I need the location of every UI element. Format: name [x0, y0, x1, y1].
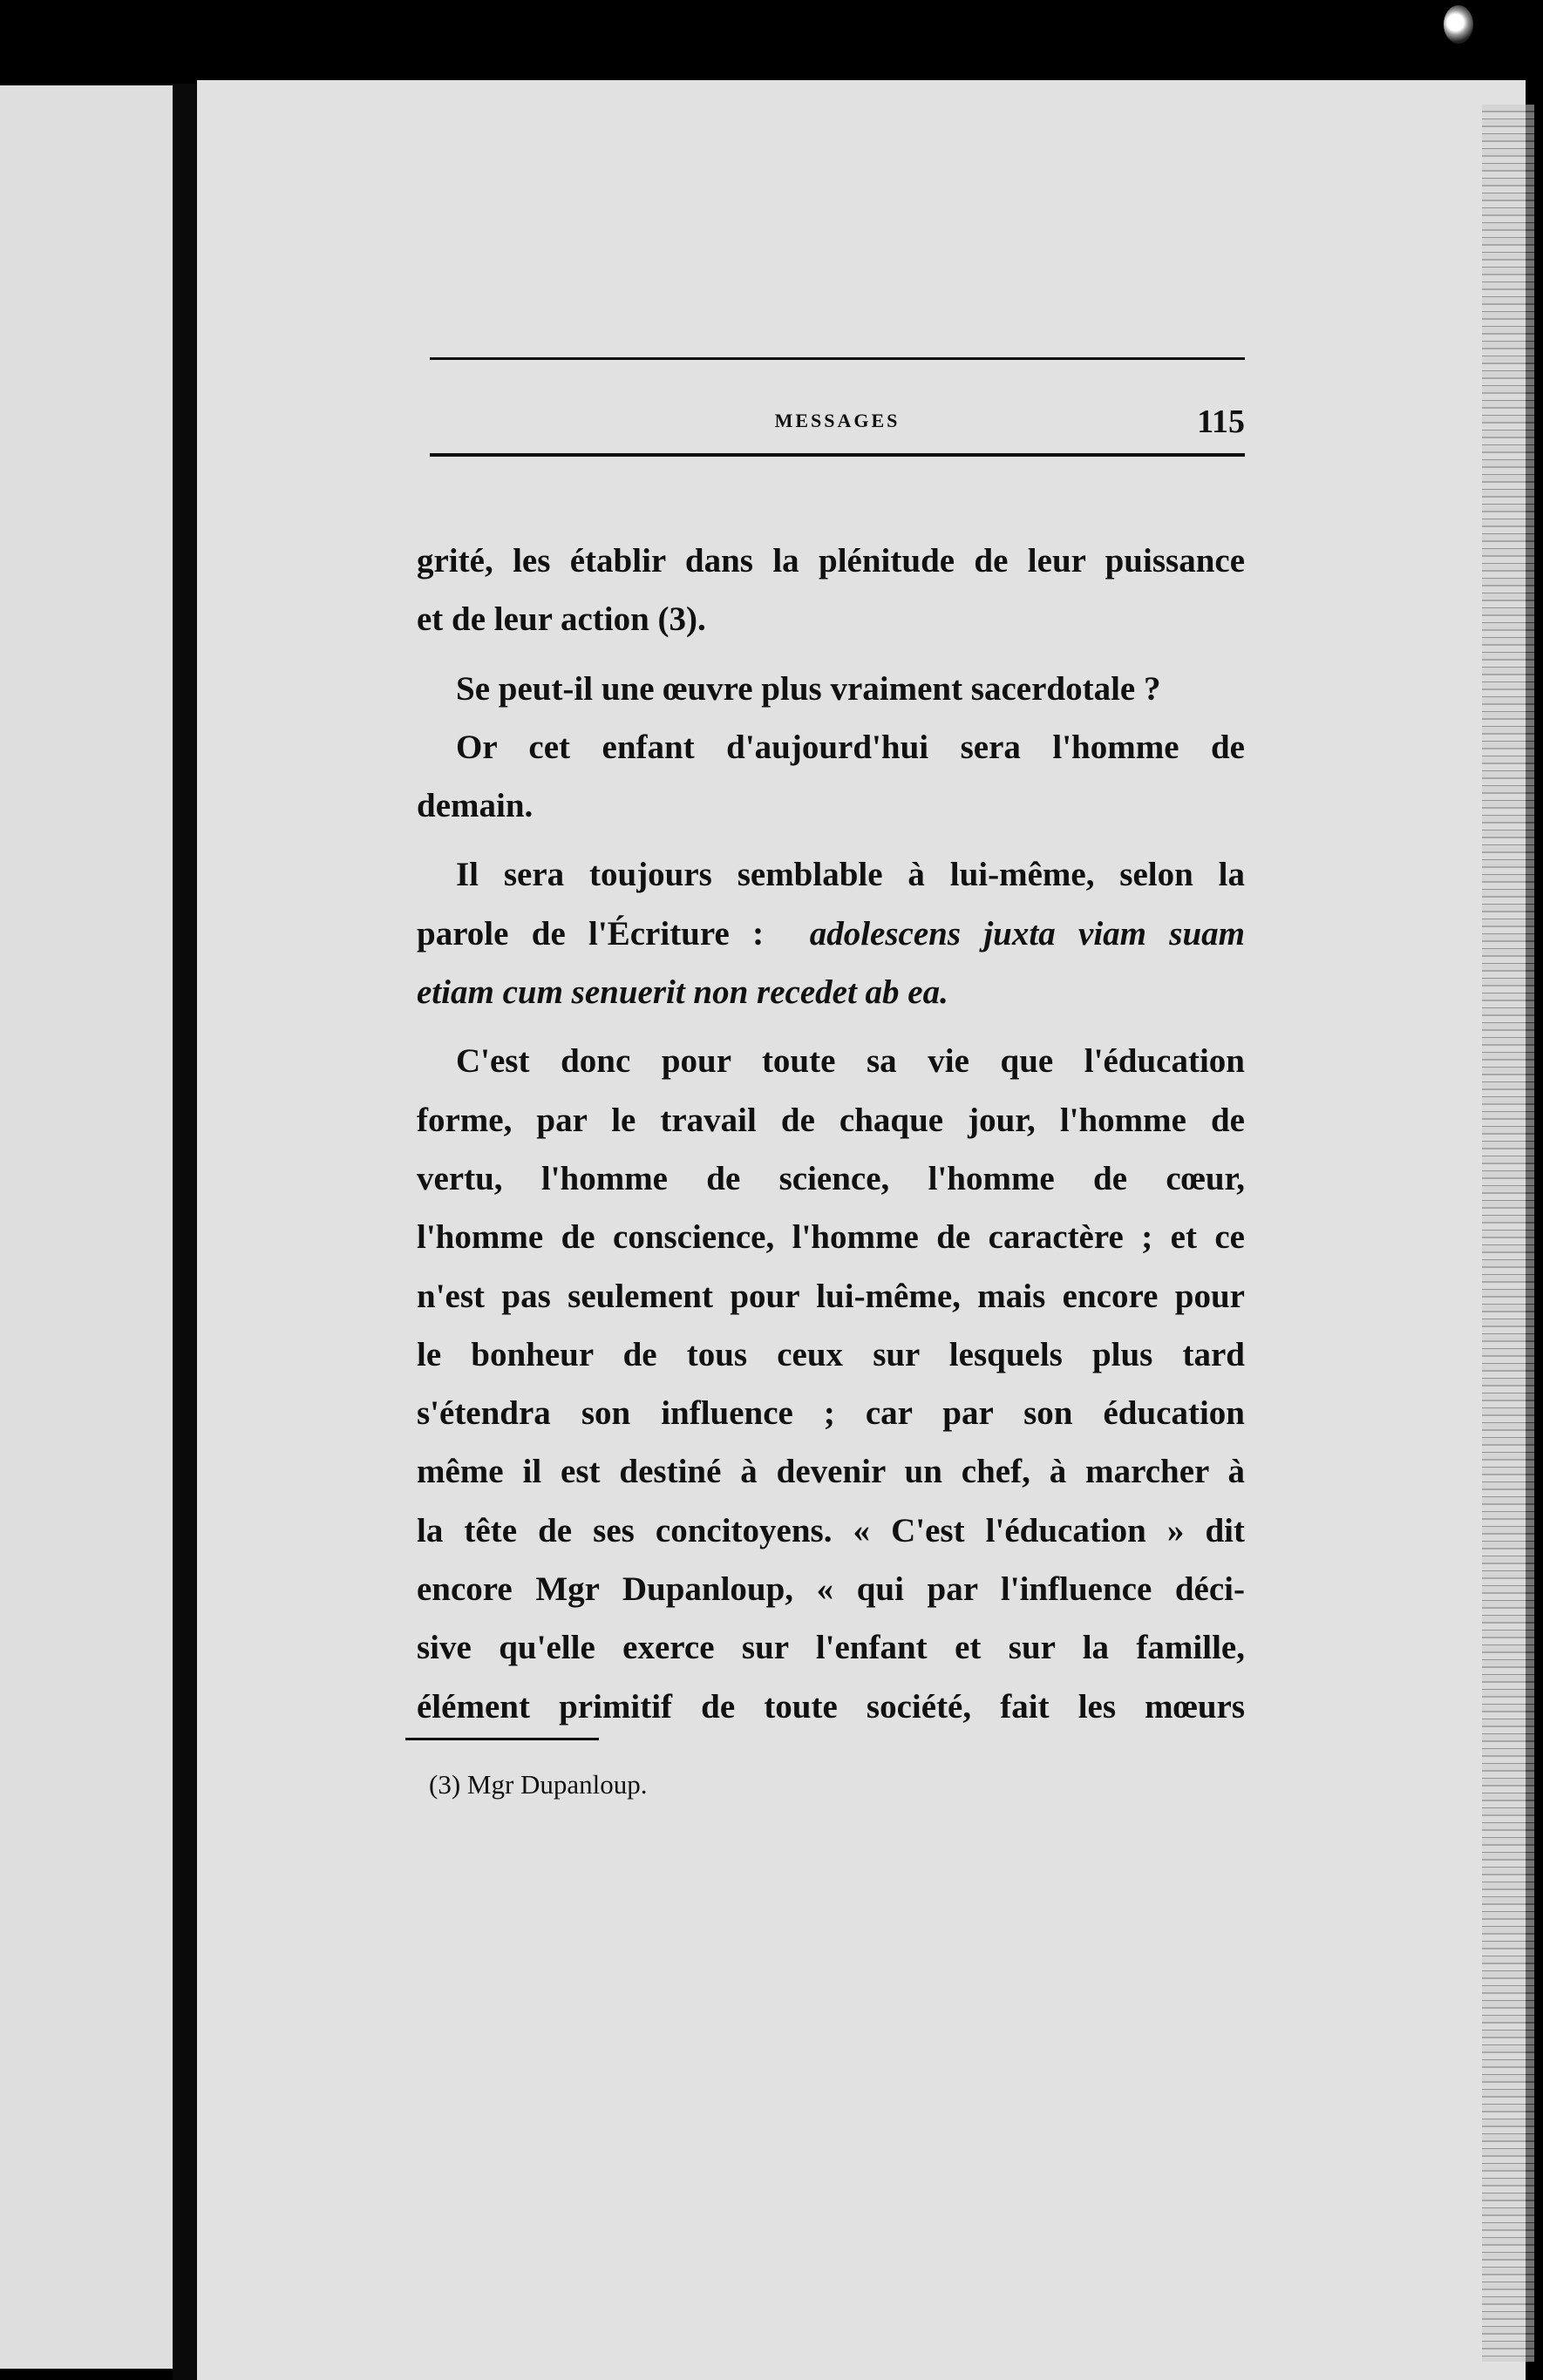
running-head: [430, 403, 1245, 446]
text-line: s'étendra son influence ; car par son éducation: [417, 1394, 1245, 1433]
text-line: grité, les établir dans la plénitude de leur puissance: [417, 542, 1245, 580]
latin-quote: adolescens juxta viam suam: [809, 914, 1245, 953]
text-line: [417, 905, 1245, 963]
text-line: la tête de ses concitoyens. « C'est l'éducation » dit: [417, 1511, 1245, 1549]
text-line: même il est destiné à devenir un chef, à marcher à: [417, 1453, 1245, 1491]
text-line: C'est donc pour toute sa vie que l'éducation: [456, 1042, 1245, 1081]
header-rule-bottom: [430, 453, 1245, 457]
page-edge-texture: [1482, 105, 1534, 2362]
text-line: le bonheur de tous ceux sur lesquels plus tard: [417, 1335, 1245, 1373]
text-line: Se peut-il une œuvre plus vraiment sacerdotale ?: [456, 669, 1161, 708]
text-line: l'homme de conscience, l'homme de caractère ; et ce: [417, 1218, 1245, 1257]
text-line: et de leur action (3).: [417, 600, 706, 639]
text-line: élément primitif de toute société, fait les mœurs: [417, 1687, 1245, 1726]
text-line: etiam cum senuerit non recedet ab ea.: [417, 973, 948, 1012]
header-rule-top: [430, 357, 1245, 360]
scripture-intro: parole de l'Écriture :: [417, 914, 765, 953]
text-line: Il sera toujours semblable à lui-même, selon la: [456, 856, 1245, 894]
text-line: vertu, l'homme de science, l'homme de cœur,: [417, 1159, 1245, 1197]
footnote: (3) Mgr Dupanloup.: [429, 1769, 648, 1800]
scan-mark-icon: [1444, 5, 1473, 44]
body-text: [417, 532, 1245, 1736]
book-gutter: [173, 84, 197, 2380]
running-title: MESSAGES: [774, 410, 901, 431]
footnote-rule: [405, 1738, 599, 1740]
text-line: demain.: [417, 787, 534, 825]
text-line: n'est pas seulement pour lui-même, mais encore pour: [417, 1277, 1245, 1315]
text-line: Or cet enfant d'aujourd'hui sera l'homme de: [456, 728, 1245, 766]
text-line: forme, par le travail de chaque jour, l'homme de: [417, 1101, 1245, 1139]
facing-page-edge: [0, 85, 173, 2369]
page-number: 115: [1197, 403, 1245, 440]
text-line: encore Mgr Dupanloup, « qui par l'influence déci-: [417, 1570, 1245, 1609]
text-line: sive qu'elle exerce sur l'enfant et sur la famille,: [417, 1629, 1245, 1667]
